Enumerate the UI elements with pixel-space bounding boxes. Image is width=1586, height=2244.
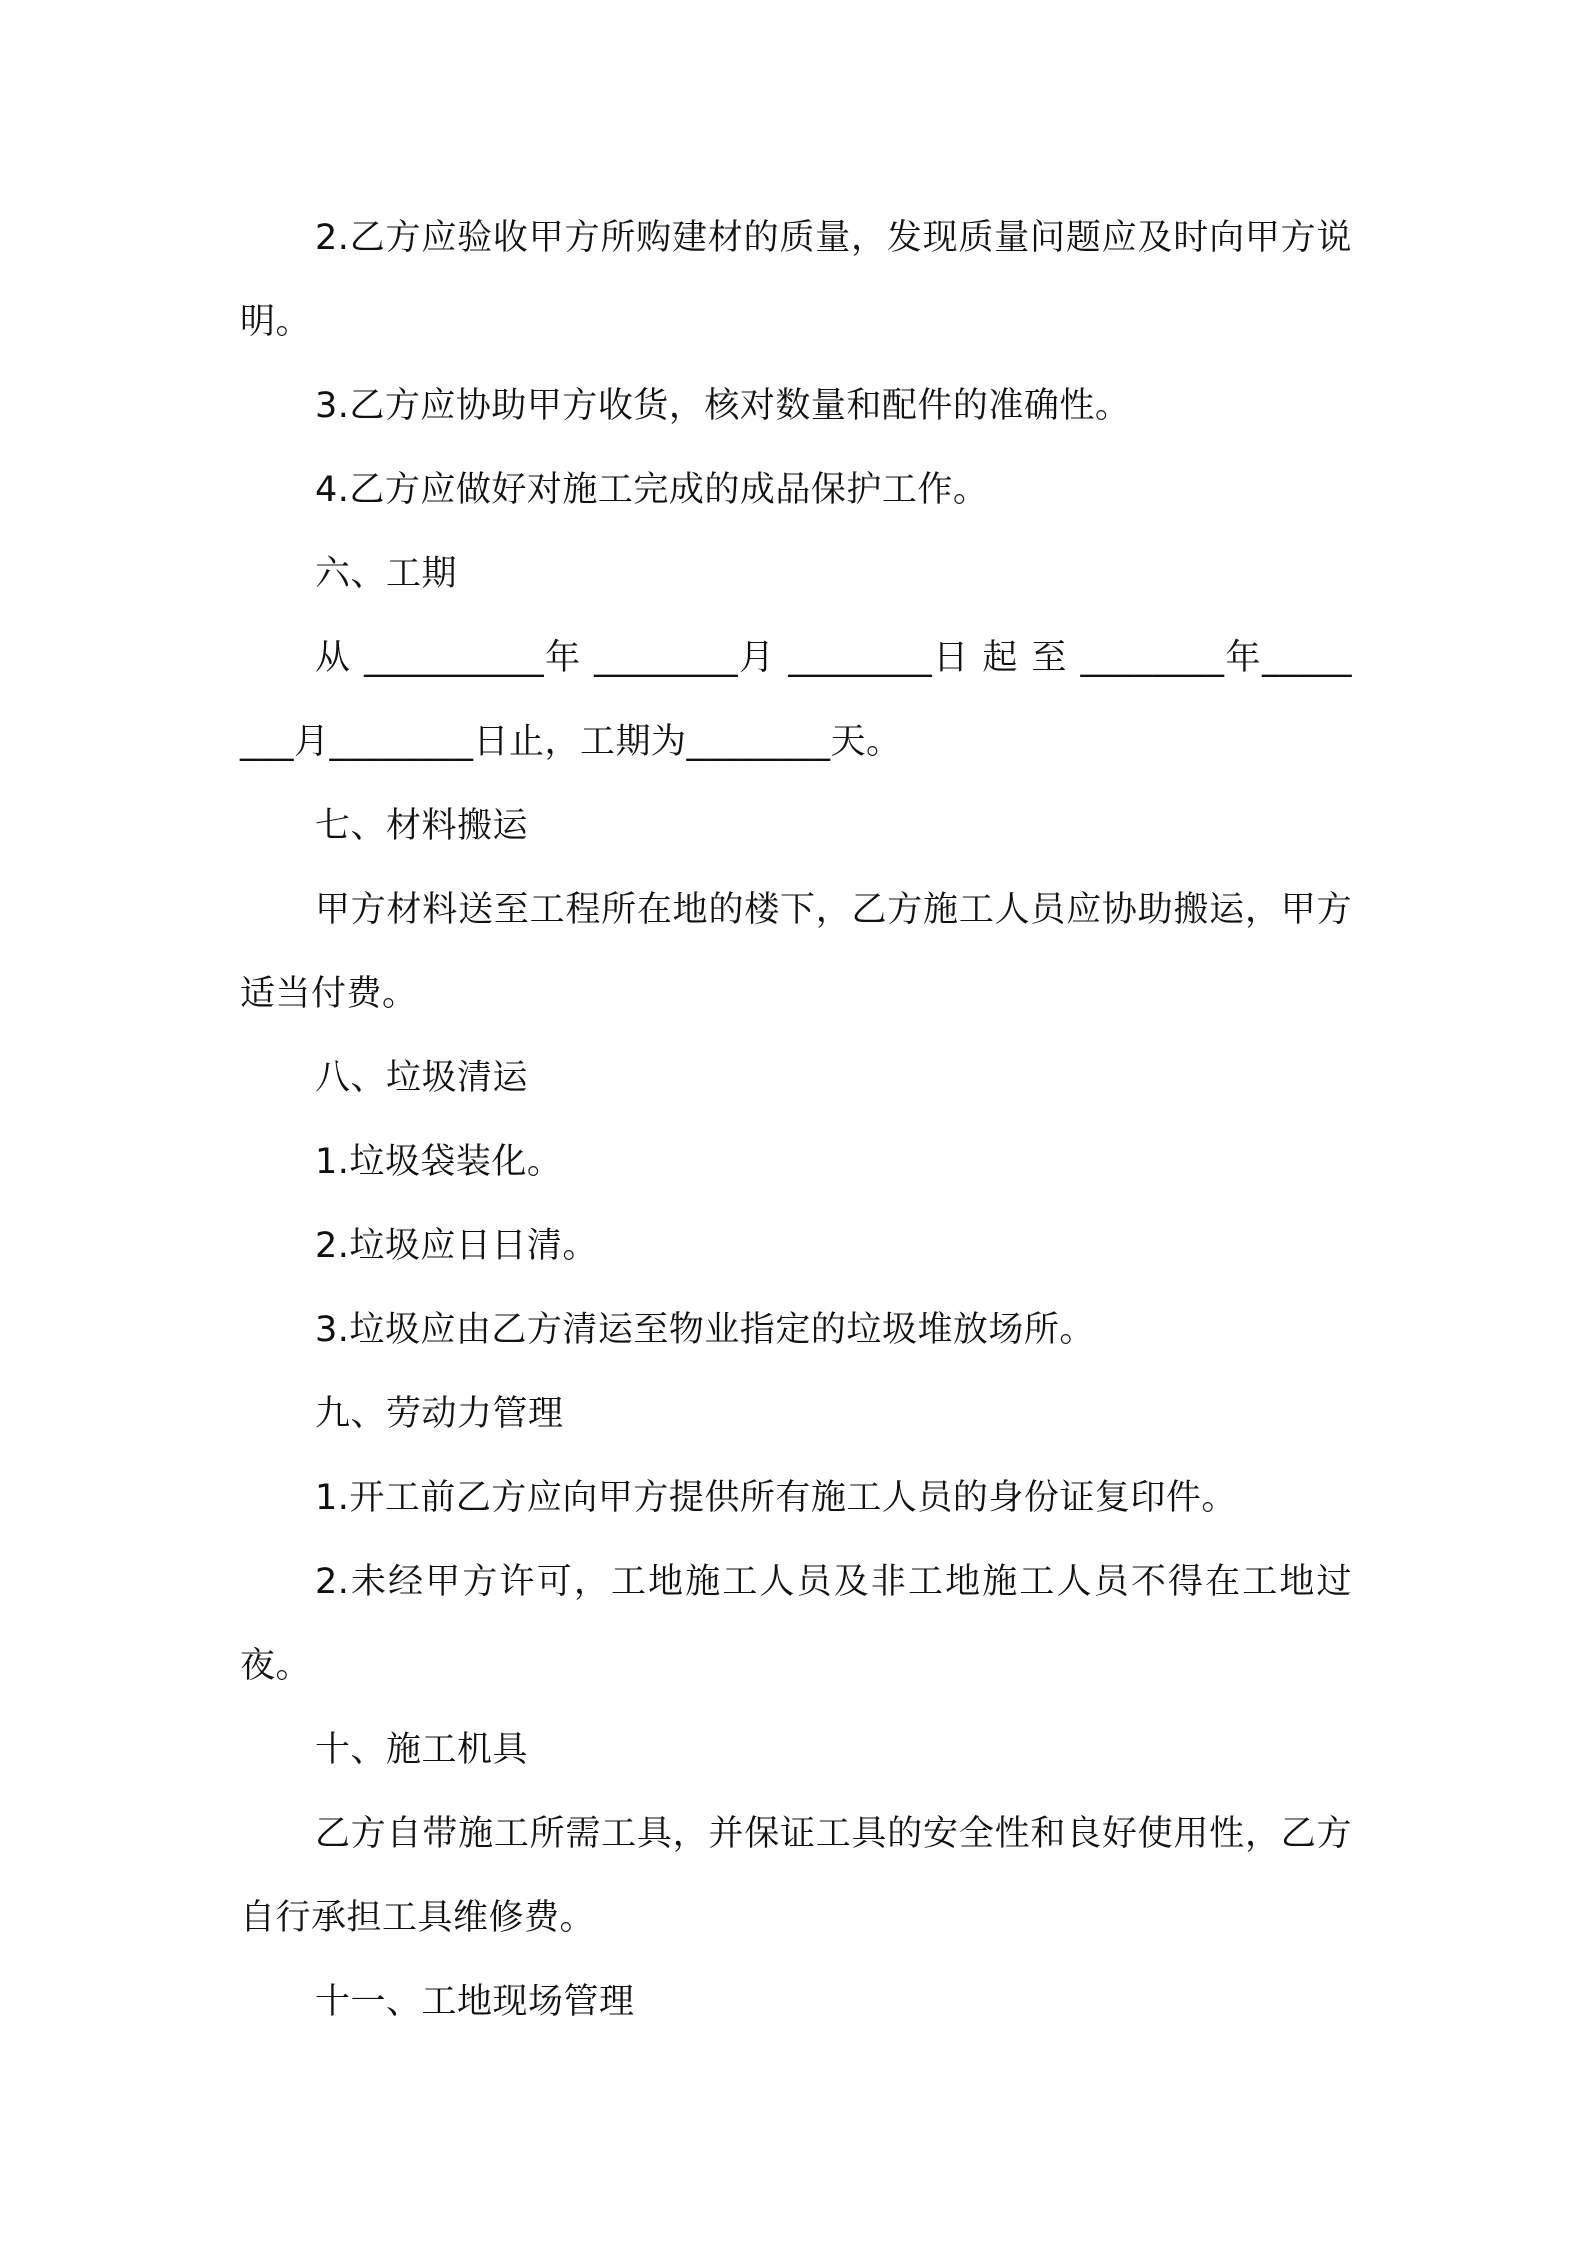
waste-item-3: 3.垃圾应由乙方清运至物业指定的垃圾堆放场所。 bbox=[315, 1310, 1095, 1350]
clause-5-item-2: 2.乙方应验收甲方所购建材的质量，发现质量问题应及时向甲方说明。 bbox=[240, 218, 1352, 342]
section-heading-6: 六、工期 bbox=[315, 554, 458, 594]
waste-item-1: 1.垃圾袋装化。 bbox=[315, 1142, 563, 1182]
clause-5-item-3: 3.乙方应协助甲方收货，核对数量和配件的准确性。 bbox=[315, 386, 1131, 426]
clause-5-item-4: 4.乙方应做好对施工完成的成品保护工作。 bbox=[315, 470, 989, 510]
section-heading-7: 七、材料搬运 bbox=[315, 806, 529, 846]
section-heading-9: 九、劳动力管理 bbox=[315, 1394, 564, 1434]
document-body bbox=[240, 196, 1352, 2044]
waste-item-2: 2.垃圾应日日清。 bbox=[315, 1226, 598, 1266]
section-heading-8: 八、垃圾清运 bbox=[315, 1058, 529, 1098]
material-handling-text: 甲方材料送至工程所在地的楼下，乙方施工人员应协助搬运，甲方适当付费。 bbox=[240, 890, 1352, 1014]
labor-item-1: 1.开工前乙方应向甲方提供所有施工人员的身份证复印件。 bbox=[315, 1478, 1237, 1518]
construction-period-text: 从 __________年 ________月 ________日 起 至 ________年________月________日止，工期为________天。 bbox=[240, 638, 1352, 762]
equipment-text: 乙方自带施工所需工具，并保证工具的安全性和良好使用性，乙方自行承担工具维修费。 bbox=[240, 1814, 1352, 1938]
labor-item-2: 2.未经甲方许可，工地施工人员及非工地施工人员不得在工地过夜。 bbox=[240, 1562, 1352, 1686]
section-heading-11: 十一、工地现场管理 bbox=[315, 1982, 635, 2022]
section-heading-10: 十、施工机具 bbox=[315, 1730, 529, 1770]
